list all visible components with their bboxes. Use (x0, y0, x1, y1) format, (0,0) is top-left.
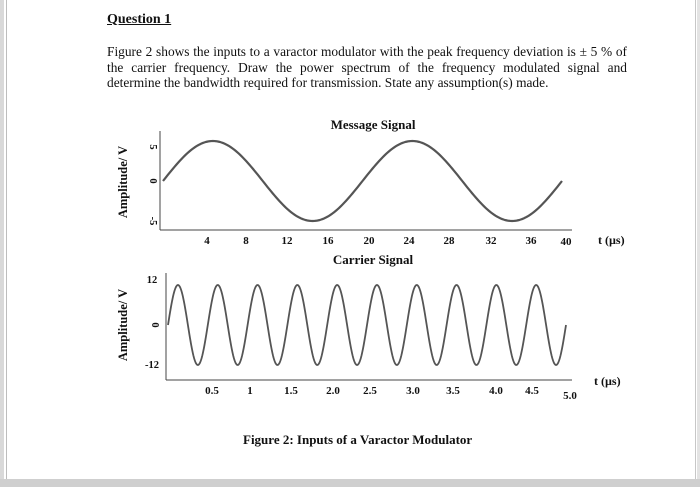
message-x-tick-label: 36 (525, 235, 537, 247)
message-chart-title: Message Signal (330, 117, 416, 132)
carrier-y-tick-label: 0 (149, 322, 160, 328)
question-heading: Question 1 (107, 12, 172, 27)
carrier-x-tick-label: 0.5 (205, 385, 219, 397)
carrier-x-tick-label: 3.0 (406, 385, 420, 397)
message-x-tick-label: 40 (560, 236, 572, 248)
message-x-axis-label: t (µs) (598, 233, 625, 247)
carrier-y-tick-label: -12 (145, 360, 159, 371)
message-x-tick-label: 4 (204, 235, 210, 247)
message-x-tick-label: 16 (322, 235, 334, 247)
carrier-x-tick-label: 4.0 (489, 385, 503, 397)
carrier-y-tick-label: 12 (146, 275, 158, 286)
message-y-ticks (147, 144, 158, 225)
figure-caption: Figure 2: Inputs of a Varactor Modulator (243, 432, 473, 447)
carrier-x-axis-label: t (µs) (594, 374, 621, 388)
carrier-x-tick-label: 3.5 (446, 385, 460, 397)
message-x-tick-label: 12 (281, 235, 293, 247)
message-y-tick-label: 5 (147, 144, 158, 150)
message-x-tick-label: 20 (363, 235, 375, 247)
carrier-y-axis-label: Amplitude/ V (116, 288, 130, 362)
carrier-x-tick-label: 2.0 (326, 385, 340, 397)
message-x-tick-label: 24 (403, 235, 415, 247)
carrier-x-tick-label: 1 (247, 385, 253, 397)
carrier-x-tick-label: 2.5 (363, 385, 377, 397)
question-text: Figure 2 shows the inputs to a varactor modulator with the peak frequency deviation is ± 5 % of the carrier frequency. Draw the power spectrum of the frequency modulated signal and determine the bandwidth required for transmission. State any assumption(s) made. (107, 44, 627, 90)
carrier-x-ticks (205, 385, 577, 402)
carrier-x-tick-label: 1.5 (284, 385, 298, 397)
carrier-signal-line (168, 285, 566, 365)
message-x-tick-label: 8 (243, 235, 249, 247)
carrier-y-ticks (145, 275, 160, 371)
message-x-tick-label: 28 (443, 235, 455, 247)
carrier-chart-title: Carrier Signal (332, 252, 414, 267)
message-signal-line (163, 141, 562, 221)
message-x-tick-label: 32 (485, 235, 497, 247)
message-x-ticks (204, 235, 572, 248)
message-y-tick-label: -5 (147, 216, 158, 226)
carrier-x-tick-label: 4.5 (525, 385, 539, 397)
carrier-chart (116, 252, 621, 402)
message-y-tick-label: 0 (147, 178, 158, 184)
message-chart (116, 117, 625, 248)
message-y-axis-label: Amplitude/ V (116, 145, 130, 219)
carrier-x-tick-label: 5.0 (563, 390, 577, 402)
